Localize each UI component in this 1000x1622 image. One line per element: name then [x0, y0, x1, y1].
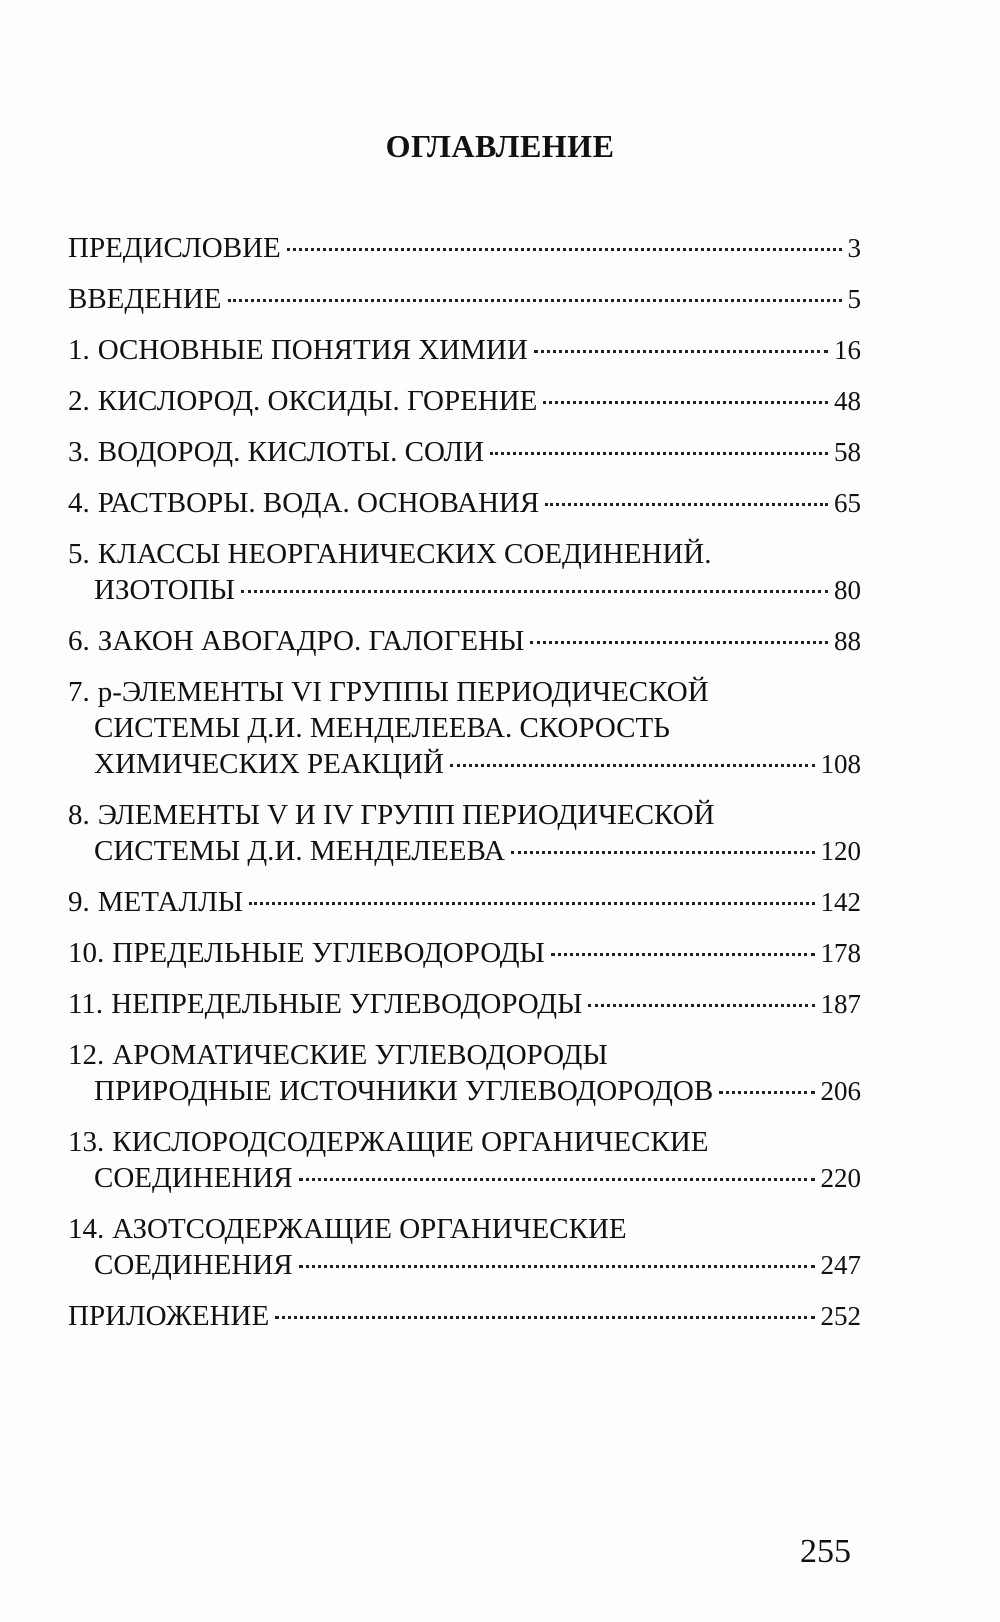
toc-entry: [68, 332, 861, 368]
toc-entry-title: ХИМИЧЕСКИХ РЕАКЦИЙ: [94, 748, 444, 780]
toc-entry-line: [68, 986, 861, 1022]
toc-entry-number: 2.: [68, 385, 90, 417]
toc-entry: [68, 1124, 861, 1196]
toc-entry-line: [68, 383, 861, 419]
toc-entry-line: [68, 485, 861, 521]
toc-entry-title: НЕПРЕДЕЛЬНЫЕ УГЛЕВОДОРОДЫ: [111, 988, 583, 1020]
dot-leader: [534, 350, 828, 353]
dot-leader: [287, 248, 842, 251]
toc-entry-title: РАСТВОРЫ. ВОДА. ОСНОВАНИЯ: [97, 487, 540, 519]
toc-entry: [68, 1211, 861, 1283]
toc-entry: [68, 986, 861, 1022]
toc-entry-line: [68, 434, 861, 470]
toc-entry-title: СОЕДИНЕНИЯ: [94, 1249, 293, 1281]
toc-entry-line: [68, 332, 861, 368]
toc-entry: [68, 935, 861, 971]
toc-entry-number: 6.: [68, 625, 90, 657]
toc-entry-title: ЗАКОН АВОГАДРО. ГАЛОГЕНЫ: [97, 625, 525, 657]
dot-leader: [551, 953, 815, 956]
toc-entry: [68, 1037, 861, 1109]
toc-entry-number: 5.: [68, 538, 90, 570]
toc-entry-number: 1.: [68, 334, 90, 366]
toc-entry: [68, 281, 861, 317]
page-number: 255: [800, 1533, 851, 1570]
toc-entry-page: 58: [834, 437, 861, 467]
toc-entry-page: 187: [820, 989, 861, 1019]
toc-entry-page: 252: [820, 1301, 861, 1331]
toc-entry-number: 7.: [68, 676, 90, 708]
toc-entry-title: СИСТЕМЫ Д.И. МЕНДЕЛЕЕВА. СКОРОСТЬ: [94, 712, 670, 744]
toc-entry-title: КЛАССЫ НЕОРГАНИЧЕСКИХ СОЕДИНЕНИЙ.: [97, 538, 712, 570]
dot-leader: [490, 452, 828, 455]
table-of-contents: [68, 230, 861, 1349]
toc-entry-line: [68, 281, 861, 317]
toc-entry-line: [68, 1037, 861, 1073]
toc-entry-title: КИСЛОРОДСОДЕРЖАЩИЕ ОРГАНИЧЕСКИЕ: [112, 1126, 709, 1158]
toc-entry-title: АРОМАТИЧЕСКИЕ УГЛЕВОДОРОДЫ: [112, 1039, 608, 1071]
dot-leader: [299, 1265, 815, 1268]
toc-entry: [68, 674, 861, 782]
toc-entry-page: 65: [834, 488, 861, 518]
dot-leader: [588, 1004, 814, 1007]
toc-entry-page: 142: [820, 887, 861, 917]
toc-entry-title: ПРИЛОЖЕНИЕ: [68, 1300, 270, 1332]
toc-entry-line: [68, 833, 861, 869]
toc-entry: [68, 383, 861, 419]
toc-entry-page: 5: [847, 284, 861, 314]
toc-entry-title: КИСЛОРОД. ОКСИДЫ. ГОРЕНИЕ: [97, 385, 538, 417]
dot-leader: [241, 590, 828, 593]
toc-entry-title: ПРЕДЕЛЬНЫЕ УГЛЕВОДОРОДЫ: [112, 937, 545, 969]
toc-entry-title: ВВЕДЕНИЕ: [68, 283, 222, 315]
toc-entry-line: [68, 884, 861, 920]
toc-entry-line: [68, 1298, 861, 1334]
toc-entry-page: 16: [834, 335, 861, 365]
toc-entry: [68, 884, 861, 920]
toc-entry-title: ПРИРОДНЫЕ ИСТОЧНИКИ УГЛЕВОДОРОДОВ: [94, 1075, 714, 1107]
toc-entry-title: ВОДОРОД. КИСЛОТЫ. СОЛИ: [97, 436, 485, 468]
toc-entry-line: [68, 1124, 861, 1160]
dot-leader: [275, 1316, 814, 1319]
toc-entry-number: 8.: [68, 799, 90, 831]
toc-entry-line: [68, 935, 861, 971]
toc-entry-title: СИСТЕМЫ Д.И. МЕНДЕЛЕЕВА: [94, 835, 505, 867]
toc-entry-number: 14.: [68, 1213, 105, 1245]
dot-leader: [530, 641, 828, 644]
toc-entry: [68, 623, 861, 659]
toc-entry-page: 108: [820, 749, 861, 779]
toc-entry: [68, 1298, 861, 1334]
toc-entry: [68, 230, 861, 266]
toc-entry-line: [68, 674, 861, 710]
toc-entry-line: [68, 230, 861, 266]
toc-entry-line: [68, 536, 861, 572]
toc-entry: [68, 536, 861, 608]
toc-entry-number: 9.: [68, 886, 90, 918]
dot-leader: [543, 401, 828, 404]
toc-entry-number: 4.: [68, 487, 90, 519]
toc-entry-page: 88: [834, 626, 861, 656]
toc-entry-title: АЗОТСОДЕРЖАЩИЕ ОРГАНИЧЕСКИЕ: [112, 1213, 627, 1245]
toc-entry-number: 11.: [68, 988, 104, 1020]
toc-entry: [68, 485, 861, 521]
toc-entry-number: 13.: [68, 1126, 105, 1158]
toc-entry-title: ПРЕДИСЛОВИЕ: [68, 232, 281, 264]
toc-entry-line: [68, 1073, 861, 1109]
toc-entry-line: [68, 572, 861, 608]
toc-entry-page: 247: [820, 1250, 861, 1280]
dot-leader: [299, 1178, 815, 1181]
toc-entry-number: 3.: [68, 436, 90, 468]
toc-entry-title: СОЕДИНЕНИЯ: [94, 1162, 293, 1194]
toc-entry-number: 10.: [68, 937, 105, 969]
toc-entry-title: ОСНОВНЫЕ ПОНЯТИЯ ХИМИИ: [97, 334, 528, 366]
toc-entry-line: [68, 710, 861, 746]
page-title: ОГЛАВЛЕНИЕ: [385, 128, 615, 164]
toc-entry-page: 120: [820, 836, 861, 866]
toc-entry-line: [68, 746, 861, 782]
toc-entry-line: [68, 623, 861, 659]
toc-entry: [68, 434, 861, 470]
toc-entry-page: 48: [834, 386, 861, 416]
dot-leader: [450, 764, 815, 767]
toc-entry: [68, 797, 861, 869]
dot-leader: [719, 1091, 814, 1094]
toc-entry-line: [68, 1211, 861, 1247]
toc-entry-page: 80: [834, 575, 861, 605]
dot-leader: [511, 851, 815, 854]
toc-entry-title: ЭЛЕМЕНТЫ V И IV ГРУПП ПЕРИОДИЧЕСКОЙ: [97, 799, 715, 831]
dot-leader: [545, 503, 828, 506]
toc-entry-page: 206: [820, 1076, 861, 1106]
toc-entry-title: МЕТАЛЛЫ: [97, 886, 244, 918]
toc-entry-line: [68, 1160, 861, 1196]
toc-entry-page: 3: [847, 233, 861, 263]
toc-entry-line: [68, 797, 861, 833]
toc-entry-line: [68, 1247, 861, 1283]
dot-leader: [249, 902, 814, 905]
dot-leader: [228, 299, 842, 302]
toc-entry-page: 178: [820, 938, 861, 968]
toc-entry-title: ИЗОТОПЫ: [94, 574, 235, 606]
toc-entry-page: 220: [820, 1163, 861, 1193]
toc-entry-number: 12.: [68, 1039, 105, 1071]
toc-entry-title: p-ЭЛЕМЕНТЫ VI ГРУППЫ ПЕРИОДИЧЕСКОЙ: [97, 676, 709, 708]
